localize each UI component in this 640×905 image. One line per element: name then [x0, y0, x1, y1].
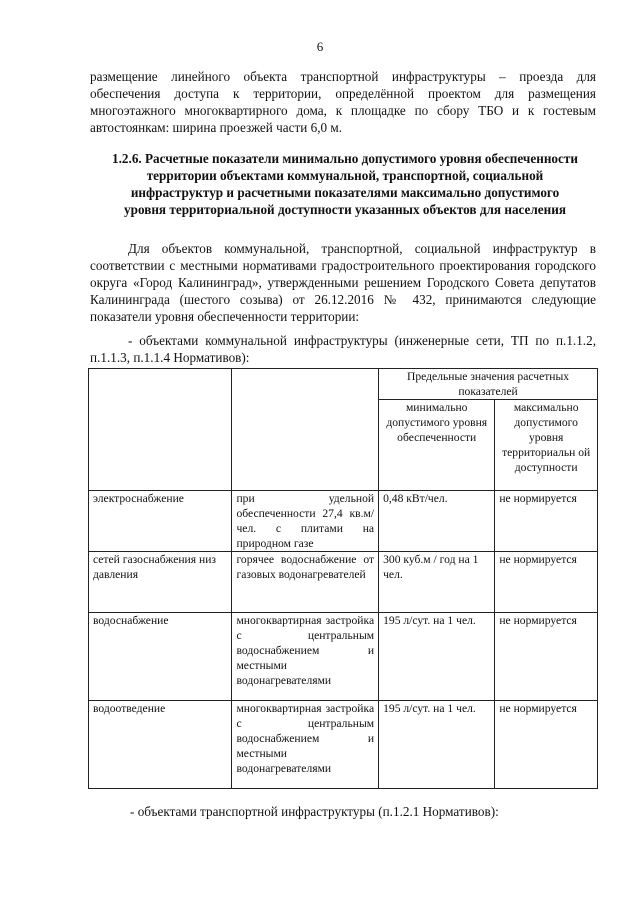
row-name-cell: сетей газоснабжения низ давления [89, 552, 232, 613]
row-max-cell: не нормируется [495, 491, 598, 552]
table-row [89, 613, 598, 701]
header-limit-values: Предельные значения расчетных показателей [379, 369, 598, 400]
intro-paragraph: размещение линейного объекта транспортной инфраструктуры – проезда для обеспечения доступа к территории, определённой проектом для размещения многоэтажного многоквартирного дома, к площадке по сбору ТБО и к гостевым автостоянкам: ширина проезжей части 6,0 м. [90, 69, 596, 135]
section-heading: 1.2.6. Расчетные показатели минимально допустимого уровня обеспеченности территории объектами коммунальной, транспортной, социальной инфраструктур и расчетными показателями максимально допустимого уровня территориальной доступности указанных объектов для населения [112, 151, 578, 217]
header-min-level: минимально допустимого уровня обеспеченности [379, 400, 495, 491]
row-min-cell: 195 л/сут. на 1 чел. [379, 701, 495, 789]
row-min-cell: 195 л/сут. на 1 чел. [379, 613, 495, 701]
row-name-cell: водоотведение [89, 701, 232, 789]
row-max-cell: не нормируется [495, 701, 598, 789]
row-max-cell: не нормируется [495, 552, 598, 613]
row-max-cell: не нормируется [495, 613, 598, 701]
table-row [89, 491, 598, 552]
row-min-cell: 0,48 кВт/чел. [379, 491, 495, 552]
row-name-cell: водоснабжение [89, 613, 232, 701]
row-name-cell: электроснабжение [89, 491, 232, 552]
row-condition-cell: многоквартирная застройка с центральным водоснабжением и местными водонагревателями [232, 613, 379, 701]
table-row [89, 701, 598, 789]
header-empty-cell [89, 369, 232, 491]
header-max-level: максимально допустимого уровня территориальн ой доступности [495, 400, 598, 491]
table-header-row [89, 369, 598, 400]
norms-table [88, 368, 598, 789]
header-empty-cell [232, 369, 379, 491]
row-condition-cell: при удельной обеспеченности 27,4 кв.м/чел. с плитами на природном газе [232, 491, 379, 552]
row-condition-cell: многоквартирная застройка с центральным водоснабжением и местными водонагревателями [232, 701, 379, 789]
body-paragraph-1: Для объектов коммунальной, транспортной, социальной инфраструктур в соответствии с местными нормативами градостроительного проектирования городского округа «Город Калининград», утвержденными решением Городского Совета депутатов Калининграда (шестого созыва) от 26.12.2016 № 432, принимаются следующие показатели уровня обеспеченности территории: [90, 241, 596, 324]
table-row [89, 552, 598, 613]
page-number: 6 [316, 39, 324, 54]
row-min-cell: 300 куб.м / год на 1 чел. [379, 552, 495, 613]
row-condition-cell: горячее водоснабжение от газовых водонагревателей [232, 552, 379, 613]
body-paragraph-3: - объектами транспортной инфраструктуры (п.1.2.1 Нормативов): [130, 804, 499, 819]
body-paragraph-2: - объектами коммунальной инфраструктуры (инженерные сети, ТП по п.1.1.2, п.1.1.3, п.1.1.4 Нормативов): [90, 333, 596, 365]
